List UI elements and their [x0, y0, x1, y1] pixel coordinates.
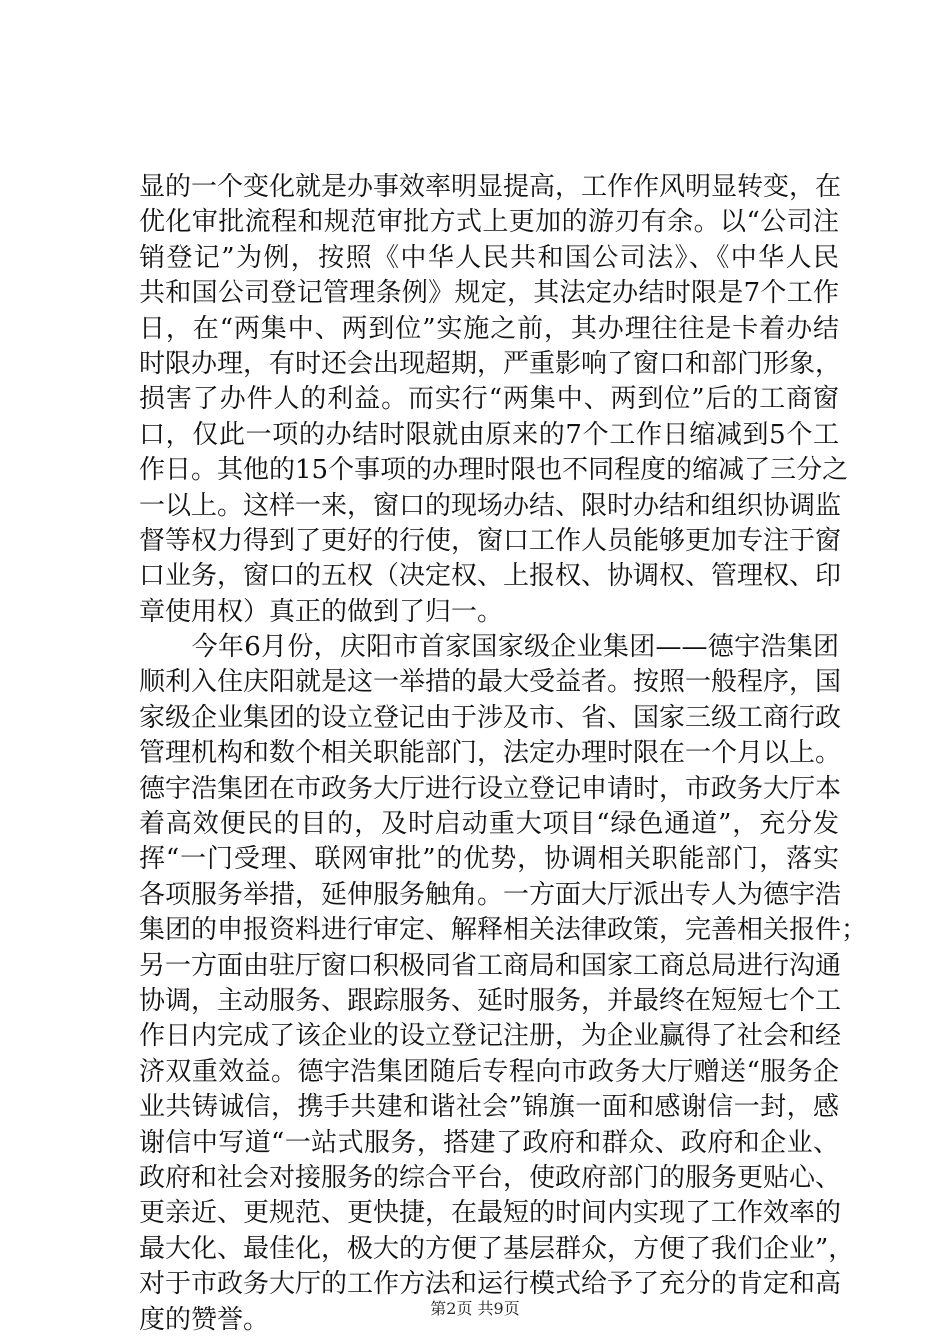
text-line: 销登记”为例，按照《中华人民共和国公司法》、《中华人民 — [139, 242, 839, 273]
text-line: 今年6月份，庆阳市首家国家级企业集团——德宇浩集团 — [139, 632, 839, 663]
text-line: 章使用权）真正的做到了归一。 — [139, 596, 504, 627]
text-line: 另一方面由驻厅窗口积极同省工商局和国家工商总局进行沟通 — [139, 950, 842, 981]
text-line: 作日。其他的15个事项的办理时限也不同程度的缩减了三分之 — [139, 455, 849, 486]
paragraph-2 — [139, 630, 868, 1338]
text-line: 协调，主动服务、跟踪服务、延时服务，并最终在短短七个工 — [139, 985, 842, 1016]
text-line: 挥“一门受理、联网审批”的优势，协调相关职能部门，落实 — [139, 844, 839, 875]
text-line: 顺利入住庆阳就是这一举措的最大受益者。按照一般程序，国 — [139, 667, 842, 698]
text-line: 日，在“两集中、两到位”实施之前，其办理往往是卡着办结 — [139, 313, 839, 344]
text-line: 损害了办件人的利益。而实行“两集中、两到位”后的工商窗 — [139, 384, 839, 415]
text-line: 对于市政务大厅的工作方法和运行模式给予了充分的肯定和高 — [139, 1269, 842, 1300]
document-body — [139, 170, 868, 1338]
text-line: 最大化、最佳化，极大的方便了基层群众，方便了我们企业”， — [139, 1233, 855, 1264]
text-line: 督等权力得到了更好的行使，窗口工作人员能够更加专注于窗 — [139, 525, 842, 556]
text-line: 口，仅此一项的办结时限就由原来的7个工作日缩减到5个工 — [139, 419, 839, 450]
page-number-footer: 第2页 共9页 — [430, 1299, 520, 1318]
text-line: 优化审批流程和规范审批方式上更加的游刃有余。以“公司注 — [139, 207, 839, 238]
text-line: 更亲近、更规范、更快捷，在最短的时间内实现了工作效率的 — [139, 1198, 842, 1229]
text-line: 口业务，窗口的五权（决定权、上报权、协调权、管理权、印 — [139, 561, 842, 592]
text-line: 度的赞誉。 — [139, 1304, 270, 1335]
text-line: 着高效便民的目的，及时启动重大项目“绿色通道”，充分发 — [139, 809, 839, 840]
text-line: 各项服务举措，延伸服务触角。一方面大厅派出专人为德宇浩 — [139, 879, 842, 910]
text-line: 共和国公司登记管理条例》规定，其法定办结时限是7个工作 — [139, 278, 839, 309]
text-line: 时限办理，有时还会出现超期，严重影响了窗口和部门形象， — [139, 348, 842, 379]
text-line: 谢信中写道“一站式服务，搭建了政府和群众、政府和企业、 — [139, 1127, 839, 1158]
text-line: 家级企业集团的设立登记由于涉及市、省、国家三级工商行政 — [139, 702, 842, 733]
text-line: 显的一个变化就是办事效率明显提高，工作作风明显转变，在 — [139, 172, 842, 202]
text-line: 政府和社会对接服务的综合平台，使政府部门的服务更贴心、 — [139, 1162, 842, 1193]
text-line: 管理机构和数个相关职能部门，法定办理时限在一个月以上。 — [139, 738, 842, 769]
text-line: 一以上。这样一来，窗口的现场办结、限时办结和组织协调监 — [139, 490, 842, 521]
text-line: 济双重效益。德宇浩集团随后专程向市政务大厅赠送“服务企 — [139, 1056, 839, 1087]
text-line: 作日内完成了该企业的设立登记注册，为企业赢得了社会和经 — [139, 1021, 842, 1052]
text-line: 集团的申报资料进行审定、解释相关法律政策，完善相关报件； — [139, 915, 868, 946]
paragraph-1 — [139, 170, 849, 630]
text-line: 德宇浩集团在市政务大厅进行设立登记申请时，市政务大厅本 — [139, 773, 842, 804]
text-line: 业共铸诚信，携手共建和谐社会”锦旗一面和感谢信一封，感 — [139, 1092, 839, 1123]
